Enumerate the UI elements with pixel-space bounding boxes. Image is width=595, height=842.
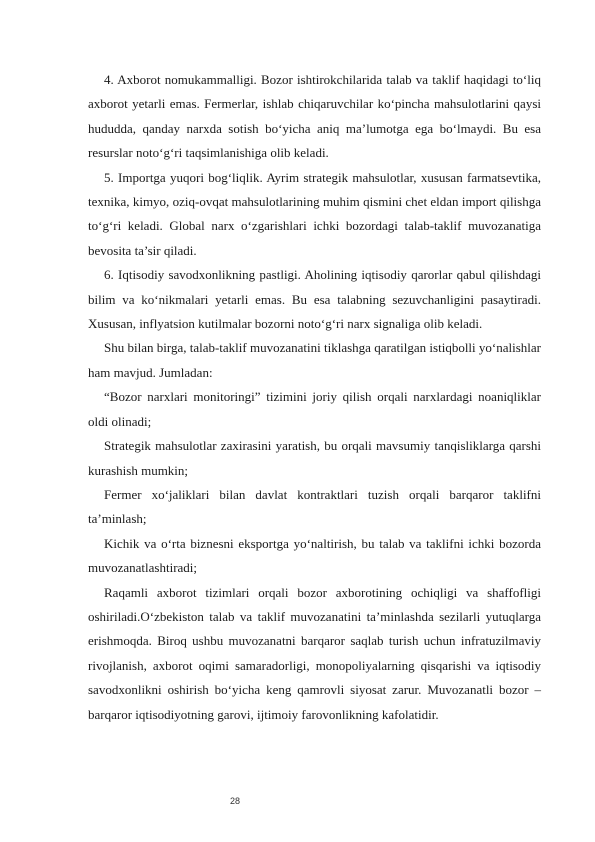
document-page [88,68,541,727]
paragraph-sme-export: Kichik va o‘rta biznesni eksportga yo‘naltirish, bu talab va taklifni ichki bozorda muvozanatlashtiradi; [88,535,541,576]
paragraph-economic-literacy: 6. Iqtisodiy savodxonlikning pastligi. Aholining iqtisodiy qarorlar qabul qilishdagi bilim va ko‘nikmalari yetarli emas. Bu esa talabning sezuvchanligini pasaytiradi. Xususan, inflyatsion kutilmalar bozorni noto‘g‘ri narx signaliga olib keladi. [88,267,541,332]
paragraph-price-monitoring: “Bozor narxlari monitoringi” tizimini joriy qilish orqali narxlardagi noaniqliklar oldi olinadi; [88,389,541,429]
page-number: 28 [230,796,241,806]
paragraph-information-imperfection: 4. Axborot nomukammalligi. Bozor ishtirokchilarida talab va taklif haqidagi to‘liq axborot yetarli emas. Fermerlar, ishlab chiqaruvchilar ko‘pincha mahsulotlarini qaysi hududda, qanday narxda sotish bo‘yicha aniq ma’lumotga ega bo‘lmaydi. Bu esa resurslar noto‘g‘ri taqsimlanishiga olib keladi. [88,72,541,161]
paragraph-strategic-reserves: Strategik mahsulotlar zaxirasini yaratish, bu orqali mavsumiy tanqisliklarga qarshi kurashish mumkin; [88,438,541,478]
paragraph-prospective-directions: Shu bilan birga, talab-taklif muvozanatini tiklashga qaratilgan istiqbolli yo‘nalishlar ham mavjud. Jumladan: [88,340,541,380]
paragraph-digital-systems-conclusion: Raqamli axborot tizimlari orqali bozor axborotining ochiqligi va shaffofligi oshiriladi.O‘zbekiston talab va taklif muvozanatini ta’minlashda sezilarli yutuqlarga erishmoqda. Biroq ushbu muvozanatni barqaror saqlab turish uchun infratuzilmaviy rivojlanish, axborot oqimi samaradorligi, monopoliyalarning qisqarishi va iqtisodiy savodxonlikni oshirish bo‘yicha keng qamrovli siyosat zarur. Muvozanatli bozor – barqaror iqtisodiyotning garovi, ijtimoiy farovonlikning kafolatidir. [88,584,541,722]
paragraph-import-dependency: 5. Importga yuqori bog‘liqlik. Ayrim strategik mahsulotlar, xususan farmatsevtika, texnika, kimyo, oziq-ovqat mahsulotlarining muhim qismini chet eldan import qilishga to‘g‘ri keladi. Global narx o‘zgarishlari ichki bozordagi talab-taklif muvozanatiga bevosita ta’sir qiladi. [88,169,541,258]
paragraph-farmer-contracts: Fermer xo‘jaliklari bilan davlat kontraktlari tuzish orqali barqaror taklifni ta’minlash; [88,486,541,527]
